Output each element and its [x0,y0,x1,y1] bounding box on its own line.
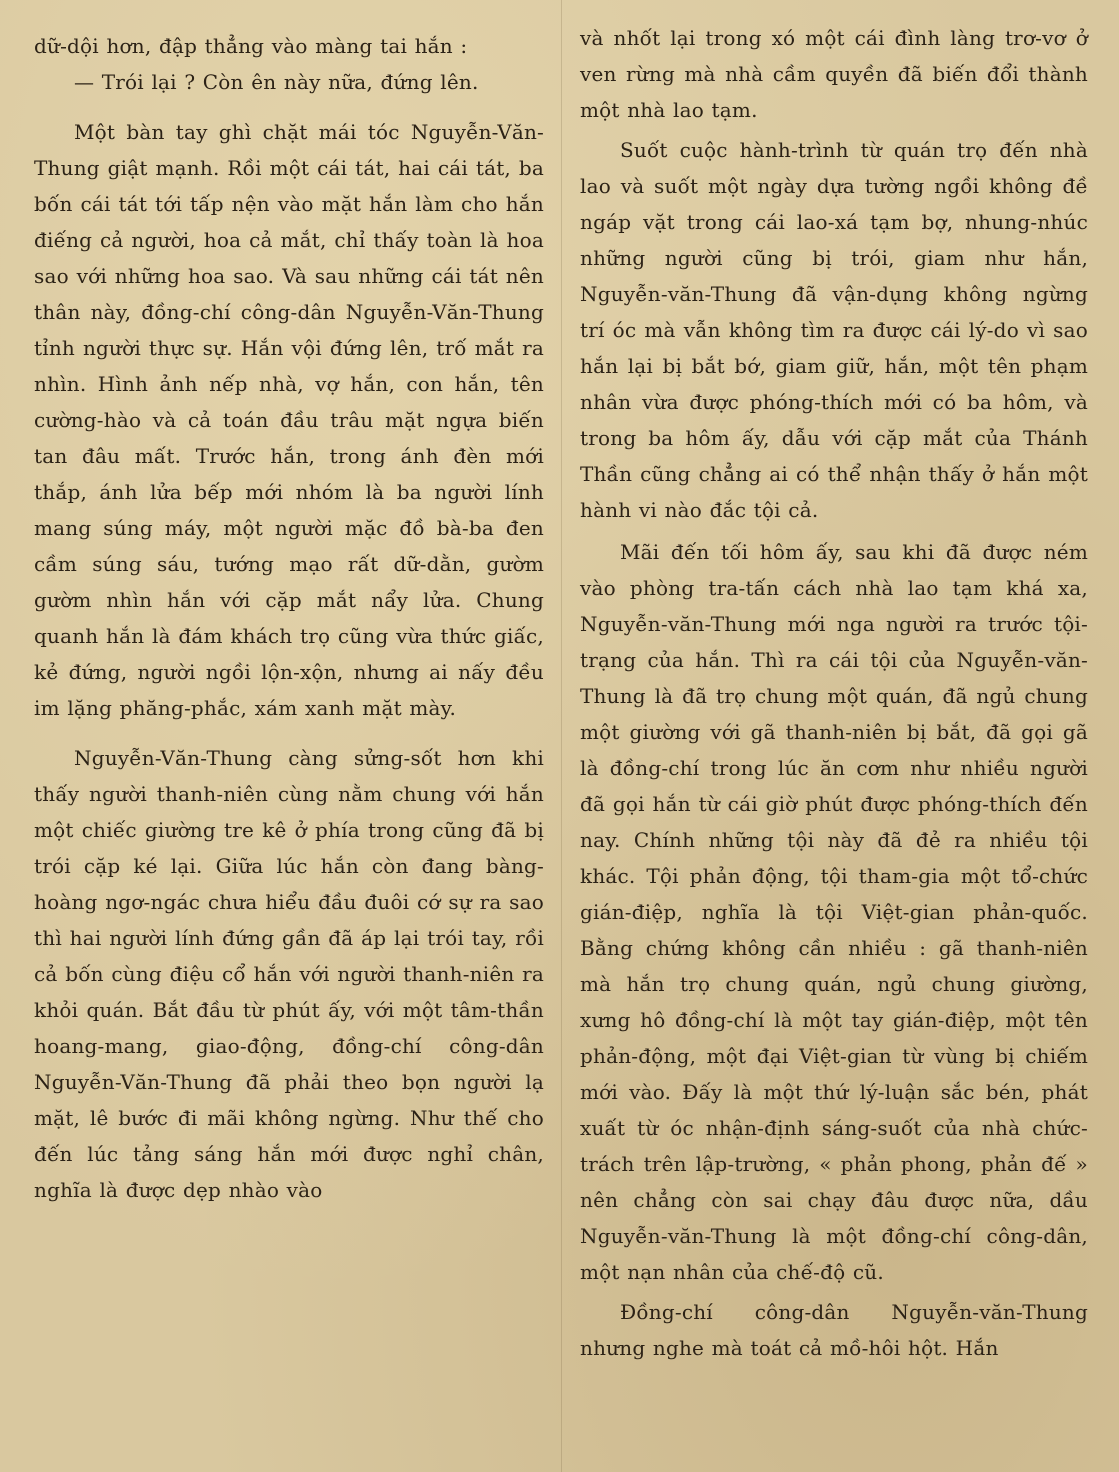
column-divider [561,0,562,1472]
paragraph-dialogue: — Trói lại ? Còn ên này nữa, đứng lên. [74,70,479,94]
paragraph-body: Nguyễn-Văn-Thung càng sửng-sốt hơn khi thấy người thanh-niên cùng nằm chung với hắn một chiếc giường tre kê ở phía trong cũng đã bị trói cặp ké lại. Giữa lúc hắn còn đang bàng-hoàng ngơ-ngác chưa hiểu đầu đuôi cớ sự ra sao thì hai người lính đứng gần đã áp lại trói tay, rồi cả bốn cùng điệu cổ hắn với người thanh-niên ra khỏi quán. Bắt đầu từ phút ấy, với một tâm-thần hoang-mang, giao-động, đồng-chí công-dân Nguyễn-Văn-Thung đã phải theo bọn người lạ mặt, lê bước đi mãi không ngừng. Như thế cho đến lúc tảng sáng hắn mới được nghỉ chân, nghĩa là được dẹp nhào vào [34,746,544,1202]
paragraph-body: Suốt cuộc hành-trình từ quán trọ đến nhà lao và suốt một ngày dựa tường ngồi không đề ngáp vặt trong cái lao-xá tạm bợ, nhung-nhúc những người cũng bị trói, giam như hắn, Nguyễn-văn-Thung đã vận-dụng không ngừng trí óc mà vẫn không tìm ra được cái lý-do vì sao hắn lại bị bắt bớ, giam giữ, hắn, một tên phạm nhân vừa được phóng-thích mới có ba hôm, và trong ba hôm ấy, dẫu với cặp mắt của Thánh Thần cũng chẳng ai có thể nhận thấy ở hắn một hành vi nào đắc tội cả. [580,138,1088,522]
right-column [580,20,1088,1366]
paragraph-body: Mãi đến tối hôm ấy, sau khi đã được ném vào phòng tra-tấn cách nhà lao tạm khá xa, Nguyễn-văn-Thung mới nga người ra trước tội-trạng của hắn. Thì ra cái tội của Nguyễn-văn-Thung là đã trọ chung một quán, đã ngủ chung một giường với gã thanh-niên bị bắt, đã gọi gã là đồng-chí trong lúc ăn cơm như nhiều người đã gọi hắn từ cái giờ phút được phóng-thích đến nay. Chính những tội này đã đẻ ra nhiều tội khác. Tội phản động, tội tham-gia một tổ-chức gián-điệp, nghĩa là tội Việt-gian phản-quốc. Bằng chứng không cần nhiều : gã thanh-niên mà hắn trọ chung quán, ngủ chung giường, xưng hô đồng-chí là một tay gián-điệp, một tên phản-động, một đại Việt-gian từ vùng bị chiếm mới vào. Đấy là một thứ lý-luận sắc bén, phát xuất từ óc nhận-định sáng-suốt của nhà chức-trách trên lập-trường, « phản phong, phản đế » nên chẳng còn sai chạy đâu được nữa, dầu Nguyễn-văn-Thung là một đồng-chí công-dân, một nạn nhân của chế-độ cũ. [580,540,1088,1284]
paragraph-continuation: và nhốt lại trong xó một cái đình làng trơ-vơ ở ven rừng mà nhà cầm quyền đã biến đổi thành một nhà lao tạm. [580,26,1088,122]
left-column [34,28,544,1208]
paragraph-continuation: dữ-dội hơn, đập thẳng vào màng tai hắn : [34,34,468,58]
paragraph-body: Đồng-chí công-dân Nguyễn-văn-Thung nhưng nghe mà toát cả mồ-hôi hột. Hắn [580,1300,1088,1360]
paragraph-body: Một bàn tay ghì chặt mái tóc Nguyễn-Văn-Thung giật mạnh. Rồi một cái tát, hai cái tát, ba bốn cái tát tới tấp nện vào mặt hắn làm cho hắn điếng cả người, hoa cả mắt, chỉ thấy toàn là hoa sao với những hoa sao. Và sau những cái tát nên thân này, đồng-chí công-dân Nguyễn-Văn-Thung tỉnh người thực sự. Hắn vội đứng lên, trố mắt ra nhìn. Hình ảnh nếp nhà, vợ hắn, con hắn, tên cường-hào và cả toán đầu trâu mặt ngựa biến tan đâu mất. Trước hắn, trong ánh đèn mới thắp, ánh lửa bếp mới nhóm là ba người lính mang súng máy, một người mặc đồ bà-ba đen cầm súng sáu, tướng mạo rất dữ-dằn, gườm gườm nhìn hắn với cặp mắt nẩy lửa. Chung quanh hắn là đám khách trọ cũng vừa thức giấc, kẻ đứng, người ngồi lộn-xộn, nhưng ai nấy đều im lặng phăng-phắc, xám xanh mặt mày. [34,120,544,720]
